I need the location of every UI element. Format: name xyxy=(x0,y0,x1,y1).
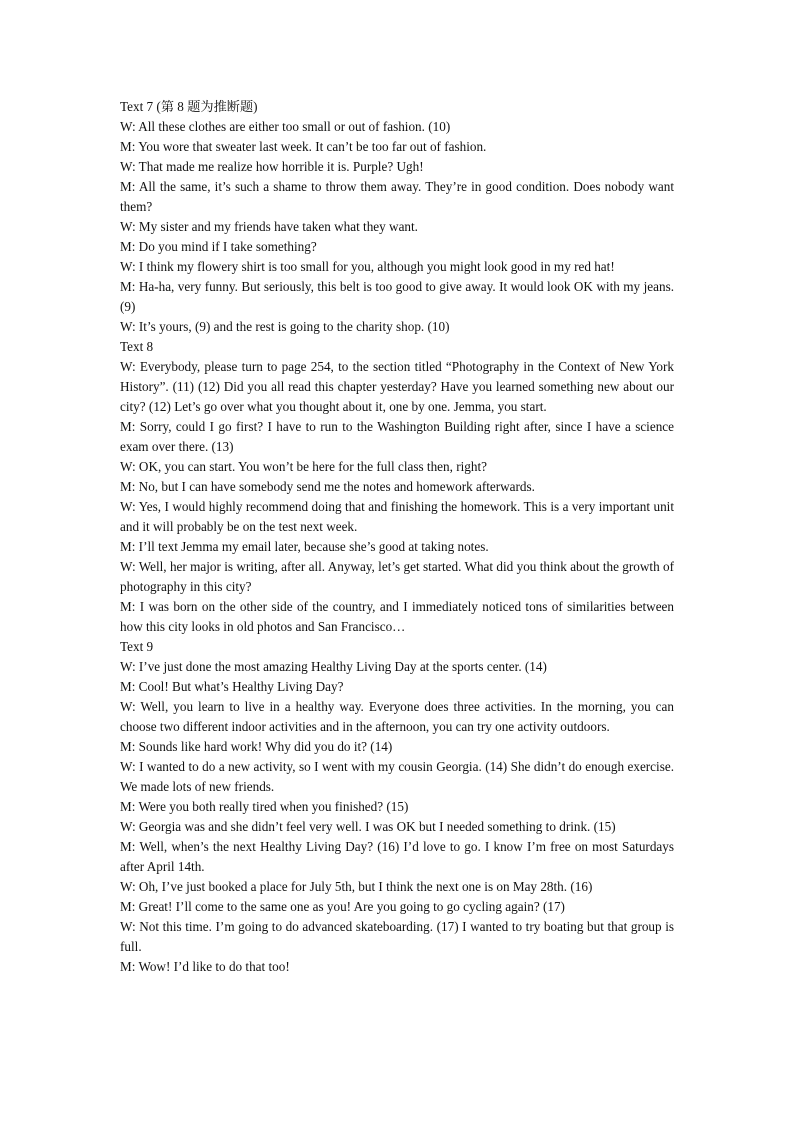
dialogue-line: W: Everybody, please turn to page 254, to the section titled “Photography in the Context of New York History”. (11) (12) Did you all read this chapter yesterday? Have you learned something new about our city? (12) Let’s go over what you thought about it, one by one. Jemma, you start. xyxy=(120,359,674,414)
dialogue-line: W: I wanted to do a new activity, so I went with my cousin Georgia. (14) She didn’t do enough exercise. We made lots of new friends. xyxy=(120,759,674,794)
dialogue-line: M: Were you both really tired when you finished? (15) xyxy=(120,799,409,814)
dialogue-line: M: I’ll text Jemma my email later, because she’s good at taking notes. xyxy=(120,539,489,554)
dialogue-line: W: OK, you can start. You won’t be here for the full class then, right? xyxy=(120,459,487,474)
document-page xyxy=(120,97,674,977)
dialogue-line: W: I’ve just done the most amazing Healthy Living Day at the sports center. (14) xyxy=(120,659,547,674)
text9-heading: Text 9 xyxy=(120,639,154,654)
dialogue-line: W: Georgia was and she didn’t feel very well. I was OK but I needed something to drink. (15) xyxy=(120,819,616,834)
dialogue-line: M: Sorry, could I go first? I have to run to the Washington Building right after, since I have a science exam over there. (13) xyxy=(120,419,674,454)
dialogue-line: M: All the same, it’s such a shame to throw them away. They’re in good condition. Does nobody want them? xyxy=(120,179,674,214)
dialogue-line: W: I think my flowery shirt is too small for you, although you might look good in my red hat! xyxy=(120,259,615,274)
dialogue-line: M: Ha-ha, very funny. But seriously, this belt is too good to give away. It would look OK with my jeans. (9) xyxy=(120,279,674,314)
dialogue-line: M: Sounds like hard work! Why did you do it? (14) xyxy=(120,739,393,754)
dialogue-line: W: Well, her major is writing, after all. Anyway, let’s get started. What did you think about the growth of photography in this city? xyxy=(120,559,674,594)
text8-section xyxy=(120,337,674,637)
dialogue-line: M: I was born on the other side of the country, and I immediately noticed tons of similarities between how this city looks in old photos and San Francisco… xyxy=(120,599,674,634)
text7-heading: Text 7 (第 8 题为推断题) xyxy=(120,99,258,114)
dialogue-line: M: You wore that sweater last week. It can’t be too far out of fashion. xyxy=(120,139,487,154)
dialogue-line: M: Wow! I’d like to do that too! xyxy=(120,959,290,974)
dialogue-line: W: All these clothes are either too small or out of fashion. (10) xyxy=(120,119,451,134)
dialogue-line: W: It’s yours, (9) and the rest is going to the charity shop. (10) xyxy=(120,319,450,334)
dialogue-line: M: Great! I’ll come to the same one as you! Are you going to go cycling again? (17) xyxy=(120,899,565,914)
dialogue-line: W: Not this time. I’m going to do advanced skateboarding. (17) I wanted to try boating but that group is full. xyxy=(120,919,674,954)
dialogue-line: M: Well, when’s the next Healthy Living Day? (16) I’d love to go. I know I’m free on most Saturdays after April 14th. xyxy=(120,839,674,874)
dialogue-line: M: No, but I can have somebody send me the notes and homework afterwards. xyxy=(120,479,535,494)
text9-section xyxy=(120,637,674,977)
text7-section xyxy=(120,97,674,337)
dialogue-line: W: Oh, I’ve just booked a place for July 5th, but I think the next one is on May 28th. (16) xyxy=(120,879,593,894)
dialogue-line: W: Yes, I would highly recommend doing that and finishing the homework. This is a very important unit and it will probably be on the test next week. xyxy=(120,499,674,534)
dialogue-line: W: My sister and my friends have taken what they want. xyxy=(120,219,418,234)
dialogue-line: W: Well, you learn to live in a healthy way. Everyone does three activities. In the morning, you can choose two different indoor activities and in the afternoon, you can try one activity outdoors. xyxy=(120,699,674,734)
dialogue-line: W: That made me realize how horrible it is. Purple? Ugh! xyxy=(120,159,424,174)
text8-heading: Text 8 xyxy=(120,339,154,354)
dialogue-line: M: Do you mind if I take something? xyxy=(120,239,317,254)
dialogue-line: M: Cool! But what’s Healthy Living Day? xyxy=(120,679,344,694)
